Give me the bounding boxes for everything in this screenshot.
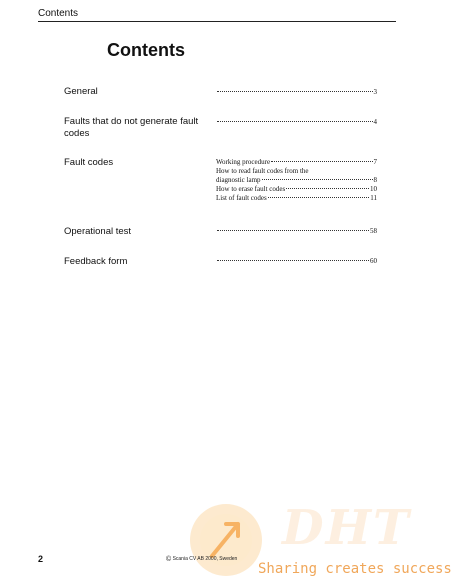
toc-page-number: 3 (373, 88, 377, 96)
dot-leader (217, 121, 373, 122)
watermark-slogan: Sharing creates success (258, 561, 452, 577)
dot-leader (268, 197, 370, 198)
section-label-feedback-form: Feedback form (64, 256, 128, 267)
header-rule (38, 21, 396, 22)
dot-leader (217, 230, 369, 231)
toc-entry-faults-no-codes[interactable] (216, 118, 377, 127)
toc-entry-feedback-form[interactable] (216, 257, 377, 266)
toc-page-number: 58 (370, 227, 377, 235)
toc-entry-title: Working procedure (216, 158, 271, 166)
watermark-logo-icon (186, 500, 266, 580)
section-label-general: General (64, 86, 98, 97)
page-number: 2 (38, 554, 44, 564)
toc-entry-read-codes[interactable] (216, 176, 377, 185)
toc-page-number: 10 (370, 185, 377, 193)
copyright-symbol: © (166, 556, 172, 563)
dot-leader (286, 188, 369, 189)
running-header: Contents (38, 8, 79, 19)
toc-page-number: 4 (373, 118, 377, 126)
copyright-notice (166, 556, 237, 563)
dot-leader (217, 260, 369, 261)
toc-entry-read-codes-line1: How to read fault codes from the (216, 167, 309, 175)
toc-entry-list-codes[interactable] (216, 194, 377, 203)
page-title: Contents (107, 40, 185, 60)
dot-leader (262, 179, 373, 180)
section-label-fault-codes: Fault codes (64, 157, 114, 168)
dot-leader (271, 161, 372, 162)
toc-entry-title: diagnostic lamp (216, 176, 261, 184)
toc-page-number: 60 (370, 257, 377, 265)
watermark-brand-text: DHT (282, 500, 411, 556)
toc-entry-general[interactable] (216, 88, 377, 97)
toc-entry-erase-codes[interactable] (216, 185, 377, 194)
dot-leader (217, 91, 373, 92)
toc-entry-working-procedure[interactable] (216, 158, 377, 167)
toc-entry-operational-test[interactable] (216, 227, 377, 236)
toc-page-number: 11 (370, 194, 377, 202)
copyright-text: Scania CV AB 2000, Sweden (172, 556, 238, 562)
section-label-operational-test: Operational test (64, 226, 132, 237)
toc-entry-title: List of fault codes (216, 194, 267, 202)
toc-page-number: 7 (373, 158, 377, 166)
toc-entry-title: How to erase fault codes (216, 185, 286, 193)
toc-page-number: 8 (373, 176, 377, 184)
section-label-faults-no-codes: Faults that do not generate fault codes (64, 116, 199, 139)
